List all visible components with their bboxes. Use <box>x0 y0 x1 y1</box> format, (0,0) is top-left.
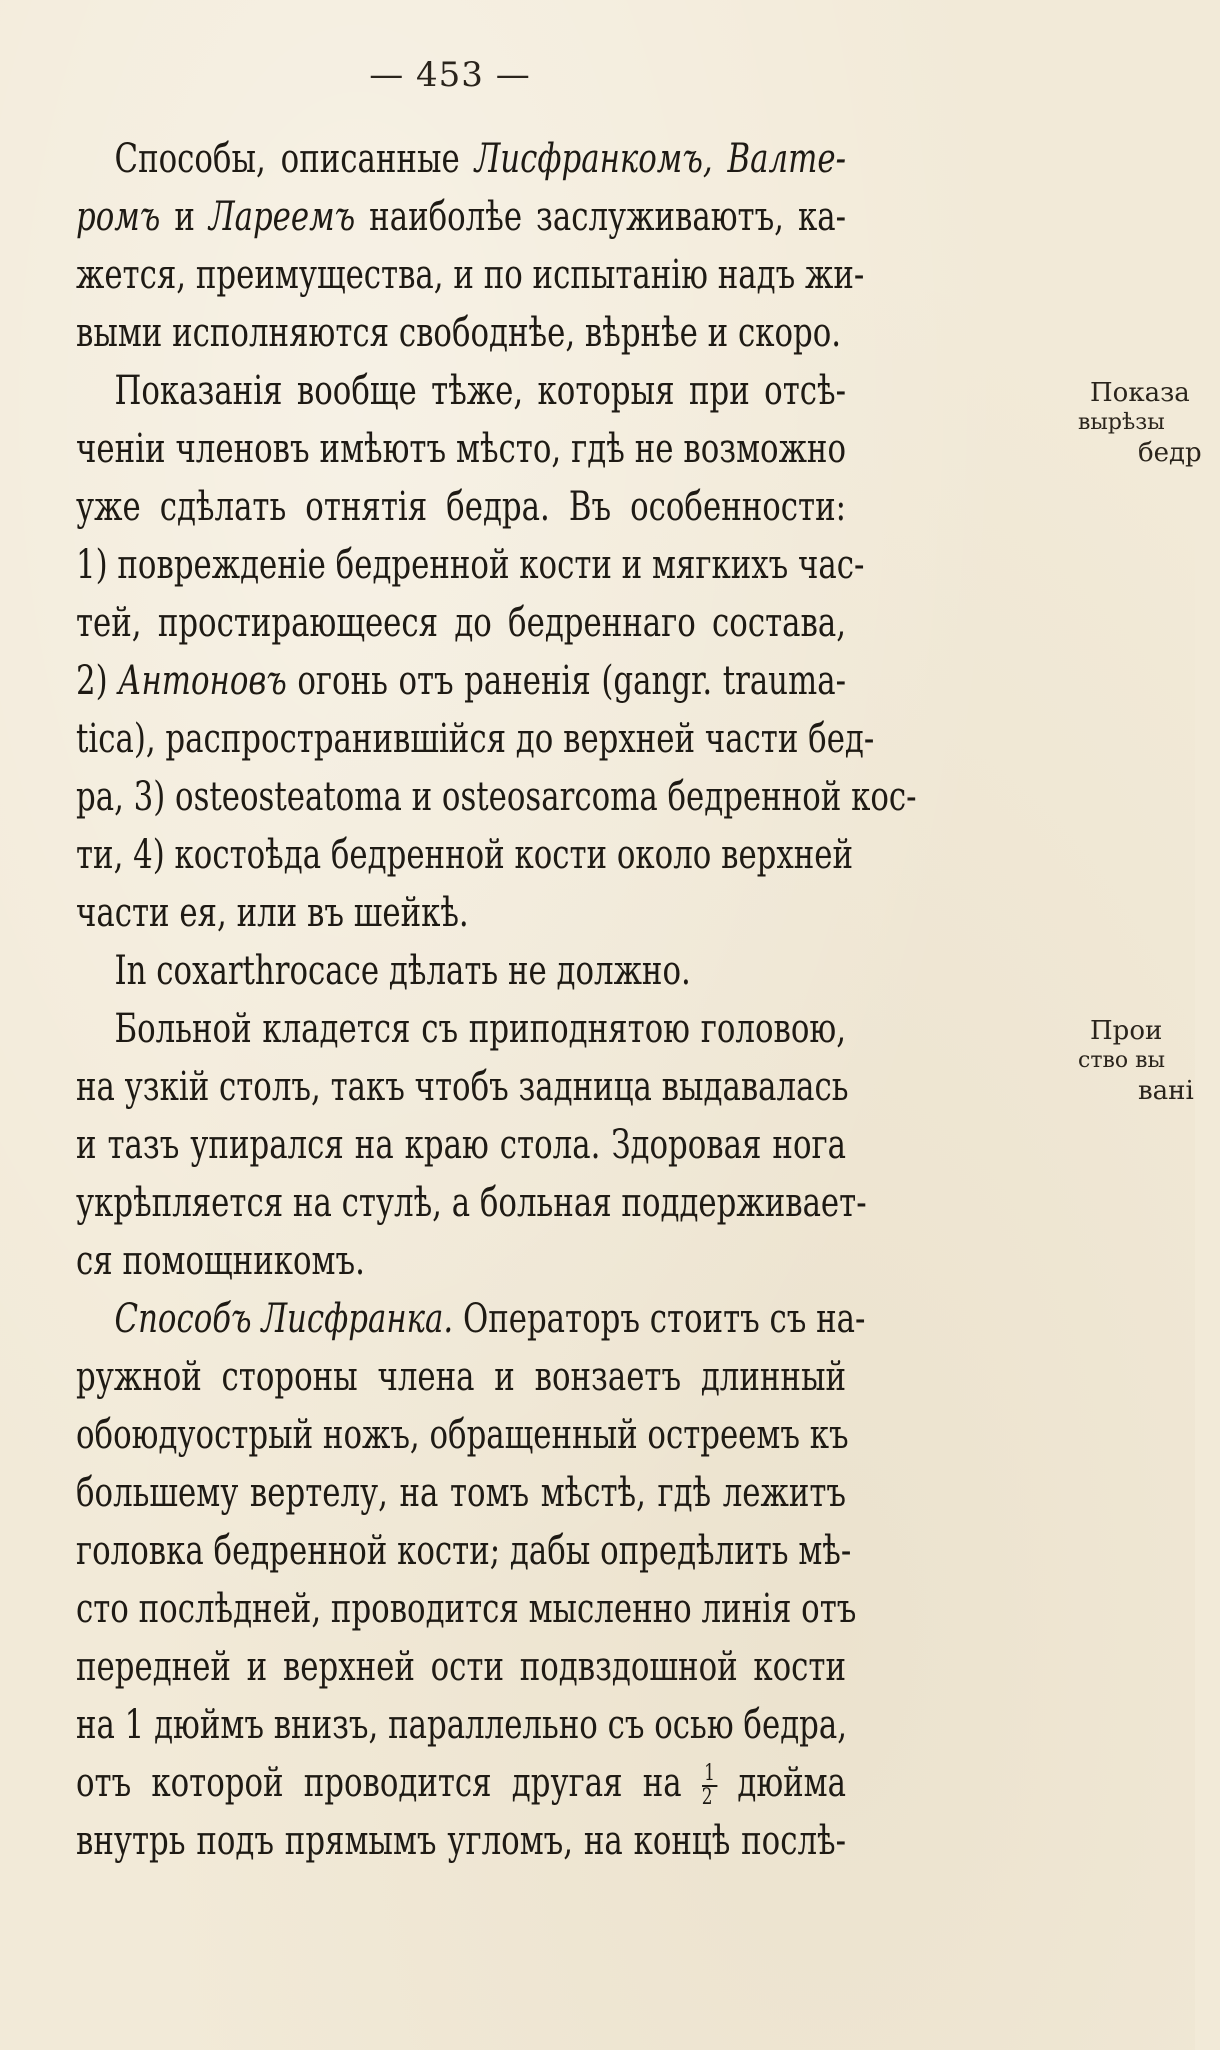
fraction <box>702 1763 717 1809</box>
text-line <box>76 130 846 188</box>
text-line: укрѣпляется на стулѣ, а больная поддерживает- <box>76 1180 867 1226</box>
text-line: 1) поврежденіе бедренной кости и мягкихъ час- <box>76 542 865 588</box>
author-names-italic: Лисфранкомъ, Валте- <box>474 136 846 182</box>
text-line: большему вертелу, на томъ мѣстѣ, гдѣ лежитъ <box>76 1470 846 1516</box>
text-run: огонь отъ раненія (gangr. trauma- <box>286 658 846 704</box>
text-line: ти, 4) костоѣда бедренной кости около верхней <box>76 832 854 878</box>
text-line: сто послѣдней, проводится мысленно линія отъ <box>76 1586 857 1632</box>
text-line <box>76 1290 866 1348</box>
text-line: внутрь подъ прямымъ угломъ, на концѣ послѣ- <box>76 1818 846 1864</box>
text-line: Показанія вообще тѣже, которыя при отсѣ- <box>114 368 846 414</box>
text-line: жется, преимущества, и по испытанію надъ жи- <box>76 252 865 298</box>
text-line: Больной кладется съ приподнятою головою, <box>114 1006 846 1052</box>
text-line <box>76 1754 846 1812</box>
margin-note-line: Прои <box>1090 1016 1163 1046</box>
text-line: на 1 дюймъ внизъ, параллельно съ осью бедра, <box>76 1702 848 1748</box>
margin-note-indications <box>1078 378 1220 468</box>
text-line: головка бедренной кости; дабы опредѣлить мѣ- <box>76 1528 852 1574</box>
text-run: и <box>160 194 209 240</box>
text-line: ра, 3) osteosteatoma и osteosarcoma бедренной кос- <box>76 774 917 820</box>
margin-note-line: вані <box>1138 1076 1194 1106</box>
text-run: 2) <box>76 658 119 704</box>
page-number: — 453 — <box>369 55 531 95</box>
text-line: In coxarthrocace дѣлать не должно. <box>114 948 691 994</box>
text-line <box>76 188 846 246</box>
text-line <box>76 652 846 710</box>
text-line: ченіи членовъ имѣютъ мѣсто, гдѣ не возможно <box>76 426 846 472</box>
text-line: выми исполняются свободнѣе, вѣрнѣе и скоро. <box>76 310 842 356</box>
text-run: Операторъ стоитъ съ на- <box>453 1296 866 1342</box>
margin-note-line: вырѣзы <box>1078 410 1165 435</box>
fraction-numerator: 1 <box>702 1763 717 1787</box>
text-line: части ея, или въ шейкѣ. <box>76 890 469 936</box>
fraction-denominator: 2 <box>701 1785 713 1810</box>
text-run: наиболѣе заслуживаютъ, ка- <box>355 194 846 240</box>
author-name-italic: Ларeeмъ <box>208 194 356 240</box>
margin-note-line: Показа <box>1090 378 1190 408</box>
margin-note-line: ство вы <box>1078 1048 1166 1073</box>
text-line: уже сдѣлать отнятія бедра. Въ особенности: <box>76 484 846 530</box>
text-line: обоюдуострый ножъ, обращенный остреемъ къ <box>76 1412 849 1458</box>
text-run: отъ которой проводится другая на <box>76 1760 702 1806</box>
author-name-italic: ромъ <box>76 194 161 240</box>
margin-note-procedure <box>1078 1016 1220 1106</box>
section-heading-italic: Способъ Лисфранка. <box>114 1296 454 1342</box>
text-line: tica), распространившійся до верхней части бед- <box>76 716 875 762</box>
margin-note-line: бедр <box>1138 438 1202 468</box>
text-line: ружной стороны члена и вонзаетъ длинный <box>76 1354 846 1400</box>
text-run: дюйма <box>717 1760 846 1806</box>
text-line: и тазъ упирался на краю стола. Здоровая нога <box>76 1122 846 1168</box>
body-text <box>76 130 917 1870</box>
text-line: на узкій столъ, такъ чтобъ задница выдавалась <box>76 1064 849 1110</box>
italic-term: Антоновъ <box>118 658 287 704</box>
text-run: Способы, описанные <box>114 136 475 182</box>
text-line: тей, простирающееся до бедреннаго состава, <box>76 600 846 646</box>
text-line: ся помощникомъ. <box>76 1238 365 1284</box>
text-line: передней и верхней ости подвздошной кости <box>76 1644 846 1690</box>
